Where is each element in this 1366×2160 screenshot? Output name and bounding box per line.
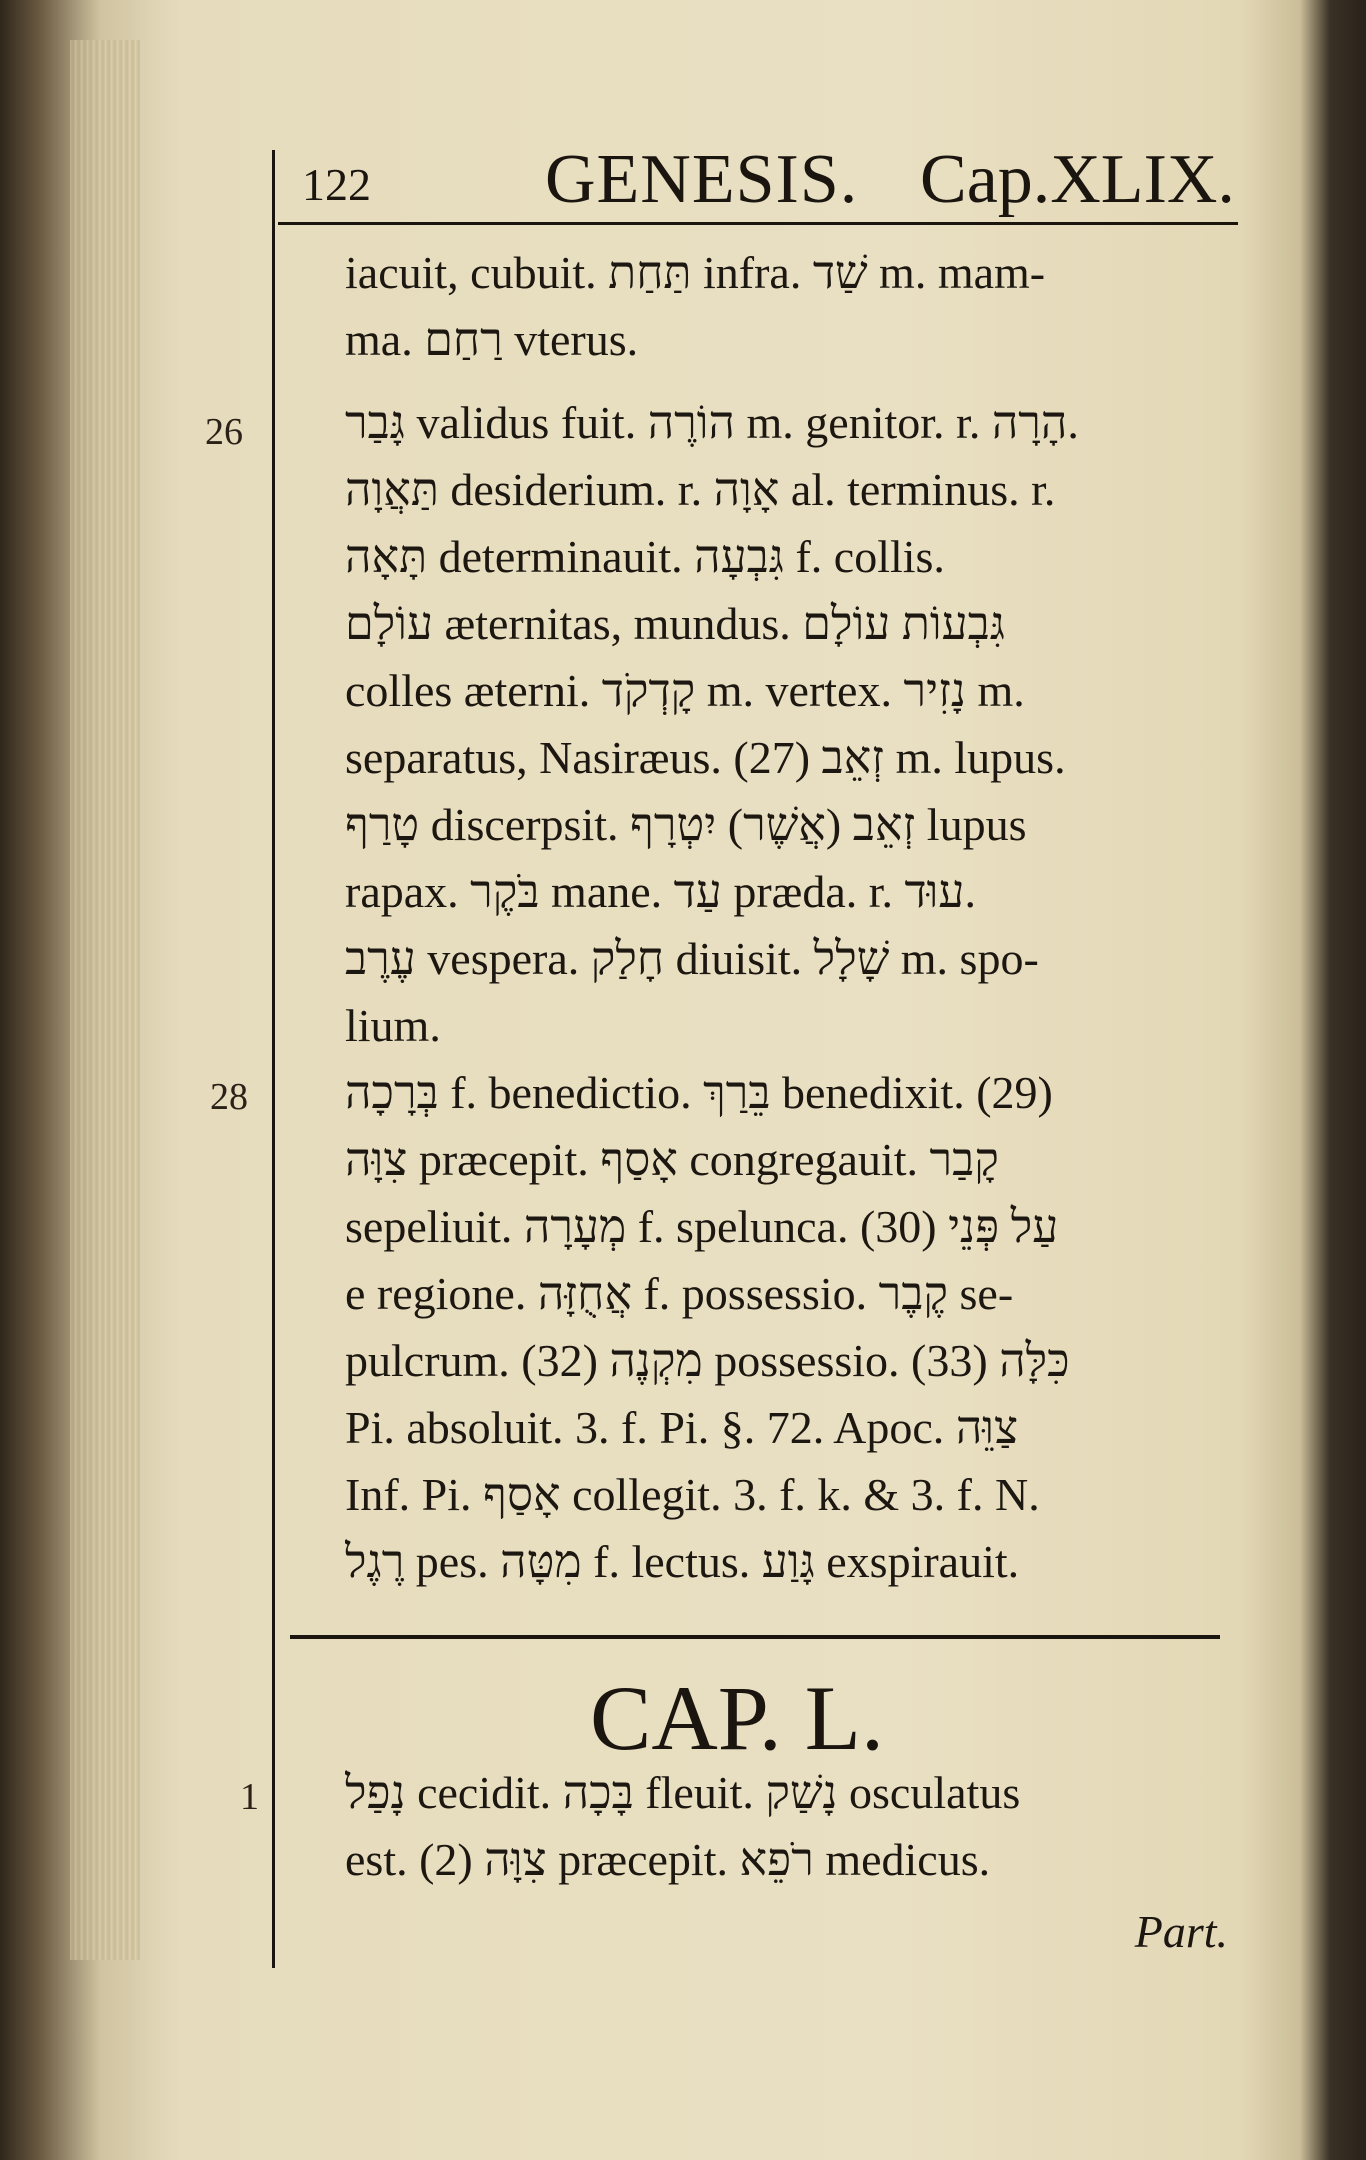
text-line: pulcrum. (32) מִקְנֶה possessio. (33) כִּלָּה	[345, 1335, 1070, 1386]
text-line: גָּבַר validus fuit. הוֹרֶה m. genitor. r. הָרָה.	[345, 397, 1079, 448]
text-line: נָפַל cecidit. בָּכָה fleuit. נָשַׁק osculatus	[345, 1767, 1021, 1818]
verse-marker-28: 28	[210, 1076, 248, 1118]
text-line: sepeliuit. מְעָרָה f. spelunca. (30) עַל פְּנֵי	[345, 1201, 1059, 1252]
text-line: Pi. absoluit. 3. f. Pi. §. 72. Apoc. צַוֵּה	[345, 1402, 1019, 1453]
text-line: צִוָּה præcepit. אָסַף congregauit. קָבַר	[345, 1134, 999, 1185]
text-line: lium.	[345, 1000, 441, 1051]
chapter-label: Cap.XLIX.	[920, 141, 1235, 218]
text-line: רֶגֶל pes. מִטָּה f. lectus. גָּוַע exspirauit.	[345, 1536, 1020, 1587]
text-line: תָּאָה determinauit. גִּבְעָה f. collis.	[345, 531, 945, 582]
header-rule	[278, 222, 1238, 225]
text-line: colles æterni. קָדְקֹד m. vertex. נָזִיר m.	[345, 665, 1025, 716]
text-line: בְּרָכָה f. benedictio. בֵּרַךְ benedixit. (29)	[345, 1067, 1053, 1118]
page-number: 122	[302, 159, 371, 210]
margin-rule	[272, 150, 275, 1968]
verse-marker-1: 1	[240, 1776, 259, 1818]
running-title: GENESIS.	[545, 141, 859, 218]
chapter-title: CAP. L.	[590, 1667, 884, 1769]
text-line: עוֹלָם æternitas, mundus. גִּבְעוֹת עוֹלָם	[345, 598, 1006, 649]
text-line: תַּאֲוָה desiderium. r. אָוָה al. terminus. r.	[345, 464, 1056, 515]
text-line: טָרַף discerpsit. זְאֵב (אֲשֶׁר) יִטְרָף lupus	[345, 799, 1027, 850]
text-line: e regione. אֲחֻזָּה f. possessio. קֶבֶר se-	[345, 1268, 1014, 1319]
text-line: iacuit, cubuit. תַּחַת infra. שַׁד m. mam-	[345, 247, 1046, 298]
text-line: ma. רַחַם vterus.	[345, 314, 639, 365]
section-rule	[290, 1635, 1220, 1639]
text-line: עֶרֶב vespera. חָלַק diuisit. שָׁלָל m. spo-	[345, 933, 1039, 984]
verse-marker-26: 26	[205, 411, 243, 453]
text-line: Inf. Pi. אָסַף collegit. 3. f. k. & 3. f. N.	[345, 1469, 1040, 1520]
page-edges	[70, 40, 140, 1960]
catchword: Part.	[1134, 1906, 1228, 1957]
text-line: separatus, Nasiræus. (27) זְאֵב m. lupus.	[345, 732, 1066, 783]
running-header	[280, 140, 1240, 220]
text-line: rapax. בֹּקֶר mane. עַד præda. r. עוּד.	[345, 866, 976, 917]
text-line: est. (2) צִוָּה præcepit. רֹפֵא medicus.	[345, 1834, 991, 1885]
